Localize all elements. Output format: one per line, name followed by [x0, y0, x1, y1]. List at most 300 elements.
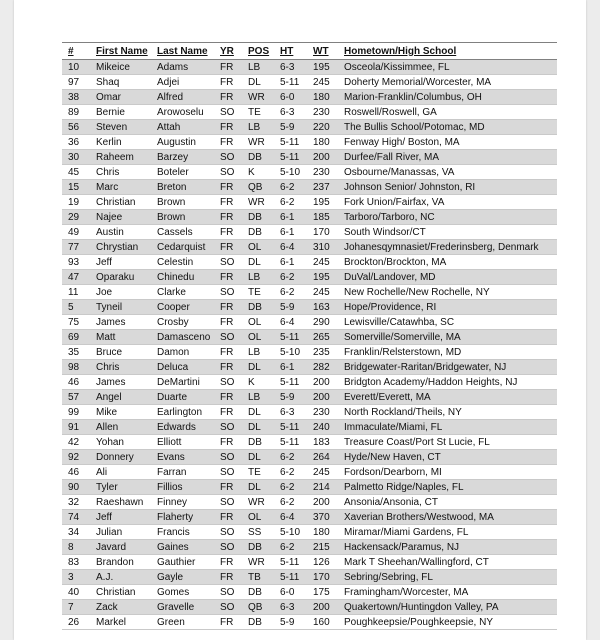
cell-position: WR — [242, 90, 274, 105]
cell-weight: 370 — [307, 510, 338, 525]
cell-number: 35 — [62, 345, 90, 360]
cell-position: DB — [242, 225, 274, 240]
cell-number: 97 — [62, 75, 90, 90]
cell-position: DL — [242, 420, 274, 435]
cell-year: FR — [214, 480, 242, 495]
roster-table — [62, 42, 557, 630]
cell-hometown: Hyde/New Haven, CT — [338, 450, 557, 465]
cell-weight: 180 — [307, 525, 338, 540]
cell-position: DB — [242, 585, 274, 600]
cell-year: SO — [214, 150, 242, 165]
table-row — [62, 150, 557, 165]
cell-first-name: Julian — [90, 525, 151, 540]
cell-number: 75 — [62, 315, 90, 330]
cell-height: 5-11 — [274, 375, 307, 390]
table-row — [62, 405, 557, 420]
cell-weight: 126 — [307, 555, 338, 570]
cell-hometown: Quakertown/Huntingdon Valley, PA — [338, 600, 557, 615]
cell-hometown: Fork Union/Fairfax, VA — [338, 195, 557, 210]
cell-year: FR — [214, 405, 242, 420]
cell-height: 6-2 — [274, 540, 307, 555]
cell-position: DB — [242, 210, 274, 225]
cell-number: 7 — [62, 600, 90, 615]
cell-weight: 200 — [307, 390, 338, 405]
cell-weight: 230 — [307, 165, 338, 180]
cell-last-name: Cedarquist — [151, 240, 214, 255]
cell-height: 6-2 — [274, 195, 307, 210]
cell-last-name: Damasceno — [151, 330, 214, 345]
table-row — [62, 75, 557, 90]
cell-weight: 185 — [307, 210, 338, 225]
cell-year: SO — [214, 585, 242, 600]
table-row — [62, 120, 557, 135]
cell-last-name: Alfred — [151, 90, 214, 105]
cell-first-name: Omar — [90, 90, 151, 105]
cell-height: 5-11 — [274, 555, 307, 570]
table-row — [62, 540, 557, 555]
cell-year: SO — [214, 105, 242, 120]
cell-year: SO — [214, 375, 242, 390]
table-row — [62, 450, 557, 465]
cell-position: OL — [242, 510, 274, 525]
cell-position: K — [242, 375, 274, 390]
cell-position: WR — [242, 135, 274, 150]
cell-position: DL — [242, 255, 274, 270]
cell-hometown: Palmetto Ridge/Naples, FL — [338, 480, 557, 495]
table-row — [62, 480, 557, 495]
cell-weight: 245 — [307, 285, 338, 300]
cell-number: 3 — [62, 570, 90, 585]
cell-hometown: Hackensack/Paramus, NJ — [338, 540, 557, 555]
cell-first-name: Christian — [90, 195, 151, 210]
cell-first-name: Tyler — [90, 480, 151, 495]
table-row — [62, 285, 557, 300]
cell-last-name: DeMartini — [151, 375, 214, 390]
cell-height: 5-11 — [274, 150, 307, 165]
cell-last-name: Farran — [151, 465, 214, 480]
cell-first-name: James — [90, 315, 151, 330]
cell-last-name: Breton — [151, 180, 214, 195]
cell-last-name: Adjei — [151, 75, 214, 90]
cell-first-name: Donnery — [90, 450, 151, 465]
table-row — [62, 90, 557, 105]
cell-number: 32 — [62, 495, 90, 510]
cell-hometown: North Rockland/Theils, NY — [338, 405, 557, 420]
cell-number: 11 — [62, 285, 90, 300]
cell-hometown: Fenway High/ Boston, MA — [338, 135, 557, 150]
cell-hometown: Fordson/Dearborn, MI — [338, 465, 557, 480]
cell-hometown: Lewisville/Catawhba, SC — [338, 315, 557, 330]
cell-number: 89 — [62, 105, 90, 120]
cell-position: DB — [242, 435, 274, 450]
cell-year: FR — [214, 345, 242, 360]
cell-year: SO — [214, 420, 242, 435]
cell-position: QB — [242, 180, 274, 195]
cell-number: 69 — [62, 330, 90, 345]
cell-year: FR — [214, 435, 242, 450]
col-height-header: HT — [274, 43, 307, 60]
cell-height: 6-4 — [274, 240, 307, 255]
cell-position: DL — [242, 360, 274, 375]
cell-year: FR — [214, 510, 242, 525]
cell-hometown: Everett/Everett, MA — [338, 390, 557, 405]
cell-first-name: Chris — [90, 360, 151, 375]
cell-last-name: Gauthier — [151, 555, 214, 570]
col-position-header: POS — [242, 43, 274, 60]
cell-position: LB — [242, 120, 274, 135]
cell-weight: 245 — [307, 465, 338, 480]
cell-last-name: Gomes — [151, 585, 214, 600]
table-row — [62, 105, 557, 120]
table-row — [62, 210, 557, 225]
cell-last-name: Brown — [151, 195, 214, 210]
cell-position: K — [242, 165, 274, 180]
header-row — [62, 43, 557, 60]
table-row — [62, 345, 557, 360]
cell-position: LB — [242, 390, 274, 405]
cell-position: TE — [242, 105, 274, 120]
cell-hometown: Framingham/Worcester, MA — [338, 585, 557, 600]
cell-year: FR — [214, 60, 242, 75]
cell-last-name: Earlington — [151, 405, 214, 420]
cell-number: 5 — [62, 300, 90, 315]
cell-first-name: Najee — [90, 210, 151, 225]
cell-height: 6-0 — [274, 585, 307, 600]
cell-weight: 245 — [307, 255, 338, 270]
col-year-header: YR — [214, 43, 242, 60]
cell-height: 6-0 — [274, 90, 307, 105]
cell-number: 57 — [62, 390, 90, 405]
cell-hometown: Osceola/Kissimmee, FL — [338, 60, 557, 75]
cell-position: DB — [242, 150, 274, 165]
cell-hometown: The Bullis School/Potomac, MD — [338, 120, 557, 135]
cell-first-name: Austin — [90, 225, 151, 240]
cell-hometown: Hope/Providence, RI — [338, 300, 557, 315]
cell-hometown: Johanesqymnasiet/Frederinsberg, Denmark — [338, 240, 557, 255]
cell-last-name: Cassels — [151, 225, 214, 240]
table-row — [62, 180, 557, 195]
cell-number: 34 — [62, 525, 90, 540]
table-row — [62, 420, 557, 435]
cell-height: 5-11 — [274, 135, 307, 150]
cell-position: LB — [242, 60, 274, 75]
table-row — [62, 555, 557, 570]
table-row — [62, 300, 557, 315]
cell-height: 6-3 — [274, 60, 307, 75]
cell-height: 5-10 — [274, 165, 307, 180]
cell-last-name: Gravelle — [151, 600, 214, 615]
cell-year: FR — [214, 240, 242, 255]
cell-first-name: Bernie — [90, 105, 151, 120]
cell-position: WR — [242, 195, 274, 210]
cell-height: 6-1 — [274, 360, 307, 375]
cell-number: 30 — [62, 150, 90, 165]
cell-weight: 245 — [307, 75, 338, 90]
cell-height: 5-9 — [274, 120, 307, 135]
cell-first-name: Chris — [90, 165, 151, 180]
cell-number: 56 — [62, 120, 90, 135]
table-row — [62, 330, 557, 345]
cell-weight: 195 — [307, 270, 338, 285]
cell-height: 6-2 — [274, 180, 307, 195]
cell-first-name: Oparaku — [90, 270, 151, 285]
cell-weight: 170 — [307, 225, 338, 240]
cell-hometown: Johnson Senior/ Johnston, RI — [338, 180, 557, 195]
cell-year: SO — [214, 465, 242, 480]
cell-weight: 264 — [307, 450, 338, 465]
col-first-name-header: First Name — [90, 43, 151, 60]
table-row — [62, 435, 557, 450]
cell-height: 6-2 — [274, 270, 307, 285]
cell-first-name: Bruce — [90, 345, 151, 360]
cell-weight: 180 — [307, 135, 338, 150]
cell-position: DL — [242, 405, 274, 420]
cell-position: DL — [242, 450, 274, 465]
cell-hometown: Tarboro/Tarboro, NC — [338, 210, 557, 225]
col-weight-header: WT — [307, 43, 338, 60]
cell-year: FR — [214, 75, 242, 90]
cell-number: 83 — [62, 555, 90, 570]
cell-number: 19 — [62, 195, 90, 210]
cell-weight: 282 — [307, 360, 338, 375]
cell-weight: 170 — [307, 570, 338, 585]
table-row — [62, 375, 557, 390]
cell-hometown: Poughkeepsie/Poughkeepsie, NY — [338, 615, 557, 630]
cell-position: WR — [242, 495, 274, 510]
roster-body — [62, 60, 557, 630]
cell-first-name: Christian — [90, 585, 151, 600]
cell-weight: 240 — [307, 420, 338, 435]
cell-number: 45 — [62, 165, 90, 180]
cell-last-name: Green — [151, 615, 214, 630]
cell-year: FR — [214, 210, 242, 225]
cell-last-name: Edwards — [151, 420, 214, 435]
cell-last-name: Flaherty — [151, 510, 214, 525]
cell-hometown: DuVal/Landover, MD — [338, 270, 557, 285]
cell-height: 6-3 — [274, 600, 307, 615]
cell-weight: 214 — [307, 480, 338, 495]
cell-number: 90 — [62, 480, 90, 495]
document-page — [14, 0, 586, 640]
cell-number: 47 — [62, 270, 90, 285]
table-row — [62, 615, 557, 630]
cell-position: LB — [242, 345, 274, 360]
cell-position: DL — [242, 75, 274, 90]
cell-year: SO — [214, 495, 242, 510]
cell-first-name: Steven — [90, 120, 151, 135]
cell-height: 6-4 — [274, 315, 307, 330]
cell-hometown: Immaculate/Miami, FL — [338, 420, 557, 435]
table-row — [62, 585, 557, 600]
cell-weight: 180 — [307, 90, 338, 105]
cell-weight: 200 — [307, 495, 338, 510]
cell-last-name: Fillios — [151, 480, 214, 495]
cell-weight: 220 — [307, 120, 338, 135]
cell-height: 6-4 — [274, 510, 307, 525]
table-row — [62, 510, 557, 525]
cell-hometown: Brockton/Brockton, MA — [338, 255, 557, 270]
cell-year: FR — [214, 90, 242, 105]
table-row — [62, 570, 557, 585]
cell-last-name: Cooper — [151, 300, 214, 315]
cell-weight: 310 — [307, 240, 338, 255]
cell-weight: 200 — [307, 600, 338, 615]
cell-first-name: Zack — [90, 600, 151, 615]
cell-first-name: Jeff — [90, 510, 151, 525]
cell-last-name: Finney — [151, 495, 214, 510]
cell-first-name: Brandon — [90, 555, 151, 570]
cell-year: FR — [214, 360, 242, 375]
cell-weight: 160 — [307, 615, 338, 630]
roster-header — [62, 43, 557, 60]
cell-last-name: Francis — [151, 525, 214, 540]
cell-first-name: Allen — [90, 420, 151, 435]
col-number-header: # — [62, 43, 90, 60]
table-row — [62, 390, 557, 405]
cell-year: FR — [214, 570, 242, 585]
cell-hometown: New Rochelle/New Rochelle, NY — [338, 285, 557, 300]
cell-hometown: Ansonia/Ansonia, CT — [338, 495, 557, 510]
cell-last-name: Boteler — [151, 165, 214, 180]
table-row — [62, 60, 557, 75]
cell-year: FR — [214, 300, 242, 315]
cell-hometown: Osbourne/Manassas, VA — [338, 165, 557, 180]
cell-first-name: Raeshawn — [90, 495, 151, 510]
cell-hometown: Xaverian Brothers/Westwood, MA — [338, 510, 557, 525]
cell-height: 6-1 — [274, 225, 307, 240]
cell-weight: 235 — [307, 345, 338, 360]
cell-number: 36 — [62, 135, 90, 150]
cell-position: TE — [242, 285, 274, 300]
cell-last-name: Crosby — [151, 315, 214, 330]
cell-first-name: Javard — [90, 540, 151, 555]
cell-height: 5-11 — [274, 75, 307, 90]
cell-height: 6-2 — [274, 495, 307, 510]
cell-year: FR — [214, 135, 242, 150]
cell-last-name: Duarte — [151, 390, 214, 405]
cell-position: OL — [242, 240, 274, 255]
cell-year: FR — [214, 195, 242, 210]
cell-hometown: Marion-Franklin/Columbus, OH — [338, 90, 557, 105]
cell-first-name: Joe — [90, 285, 151, 300]
table-row — [62, 135, 557, 150]
cell-year: SO — [214, 255, 242, 270]
cell-hometown: Durfee/Fall River, MA — [338, 150, 557, 165]
cell-weight: 200 — [307, 150, 338, 165]
cell-last-name: Attah — [151, 120, 214, 135]
cell-weight: 215 — [307, 540, 338, 555]
cell-number: 8 — [62, 540, 90, 555]
cell-last-name: Adams — [151, 60, 214, 75]
cell-number: 98 — [62, 360, 90, 375]
cell-first-name: Shaq — [90, 75, 151, 90]
cell-hometown: Roswell/Roswell, GA — [338, 105, 557, 120]
cell-number: 46 — [62, 375, 90, 390]
col-hometown-header: Hometown/High School — [338, 43, 557, 60]
cell-first-name: Ali — [90, 465, 151, 480]
cell-first-name: Raheem — [90, 150, 151, 165]
cell-hometown: Miramar/Miami Gardens, FL — [338, 525, 557, 540]
cell-first-name: Kerlin — [90, 135, 151, 150]
cell-first-name: Matt — [90, 330, 151, 345]
cell-hometown: Franklin/Relsterstown, MD — [338, 345, 557, 360]
cell-number: 99 — [62, 405, 90, 420]
table-row — [62, 240, 557, 255]
cell-weight: 195 — [307, 195, 338, 210]
cell-number: 91 — [62, 420, 90, 435]
cell-year: SO — [214, 330, 242, 345]
cell-year: FR — [214, 180, 242, 195]
cell-weight: 200 — [307, 375, 338, 390]
cell-weight: 183 — [307, 435, 338, 450]
cell-height: 5-9 — [274, 390, 307, 405]
table-row — [62, 225, 557, 240]
cell-weight: 163 — [307, 300, 338, 315]
cell-first-name: Chrystian — [90, 240, 151, 255]
cell-position: WR — [242, 555, 274, 570]
cell-height: 5-9 — [274, 300, 307, 315]
cell-last-name: Brown — [151, 210, 214, 225]
cell-hometown: Somerville/Somerville, MA — [338, 330, 557, 345]
cell-number: 40 — [62, 585, 90, 600]
cell-first-name: Markel — [90, 615, 151, 630]
cell-position: LB — [242, 270, 274, 285]
cell-weight: 195 — [307, 60, 338, 75]
cell-last-name: Clarke — [151, 285, 214, 300]
table-row — [62, 270, 557, 285]
cell-year: FR — [214, 390, 242, 405]
cell-number: 42 — [62, 435, 90, 450]
cell-height: 5-11 — [274, 330, 307, 345]
cell-position: OL — [242, 330, 274, 345]
cell-position: QB — [242, 600, 274, 615]
cell-number: 29 — [62, 210, 90, 225]
cell-last-name: Deluca — [151, 360, 214, 375]
cell-number: 49 — [62, 225, 90, 240]
cell-number: 93 — [62, 255, 90, 270]
cell-hometown: South Windsor/CT — [338, 225, 557, 240]
cell-number: 10 — [62, 60, 90, 75]
cell-number: 92 — [62, 450, 90, 465]
cell-hometown: Sebring/Sebring, FL — [338, 570, 557, 585]
cell-last-name: Augustin — [151, 135, 214, 150]
cell-height: 5-11 — [274, 420, 307, 435]
cell-first-name: Yohan — [90, 435, 151, 450]
cell-year: SO — [214, 165, 242, 180]
cell-height: 6-2 — [274, 465, 307, 480]
table-row — [62, 360, 557, 375]
cell-year: FR — [214, 270, 242, 285]
cell-first-name: Mike — [90, 405, 151, 420]
cell-position: OL — [242, 315, 274, 330]
cell-number: 77 — [62, 240, 90, 255]
table-row — [62, 495, 557, 510]
cell-position: DB — [242, 540, 274, 555]
cell-year: FR — [214, 615, 242, 630]
cell-last-name: Chinedu — [151, 270, 214, 285]
cell-position: DL — [242, 480, 274, 495]
cell-height: 5-10 — [274, 345, 307, 360]
cell-weight: 237 — [307, 180, 338, 195]
cell-position: DB — [242, 615, 274, 630]
cell-height: 5-10 — [274, 525, 307, 540]
cell-position: DB — [242, 300, 274, 315]
cell-first-name: A.J. — [90, 570, 151, 585]
cell-first-name: Tyneil — [90, 300, 151, 315]
cell-height: 5-11 — [274, 435, 307, 450]
cell-last-name: Arowoselu — [151, 105, 214, 120]
cell-weight: 290 — [307, 315, 338, 330]
